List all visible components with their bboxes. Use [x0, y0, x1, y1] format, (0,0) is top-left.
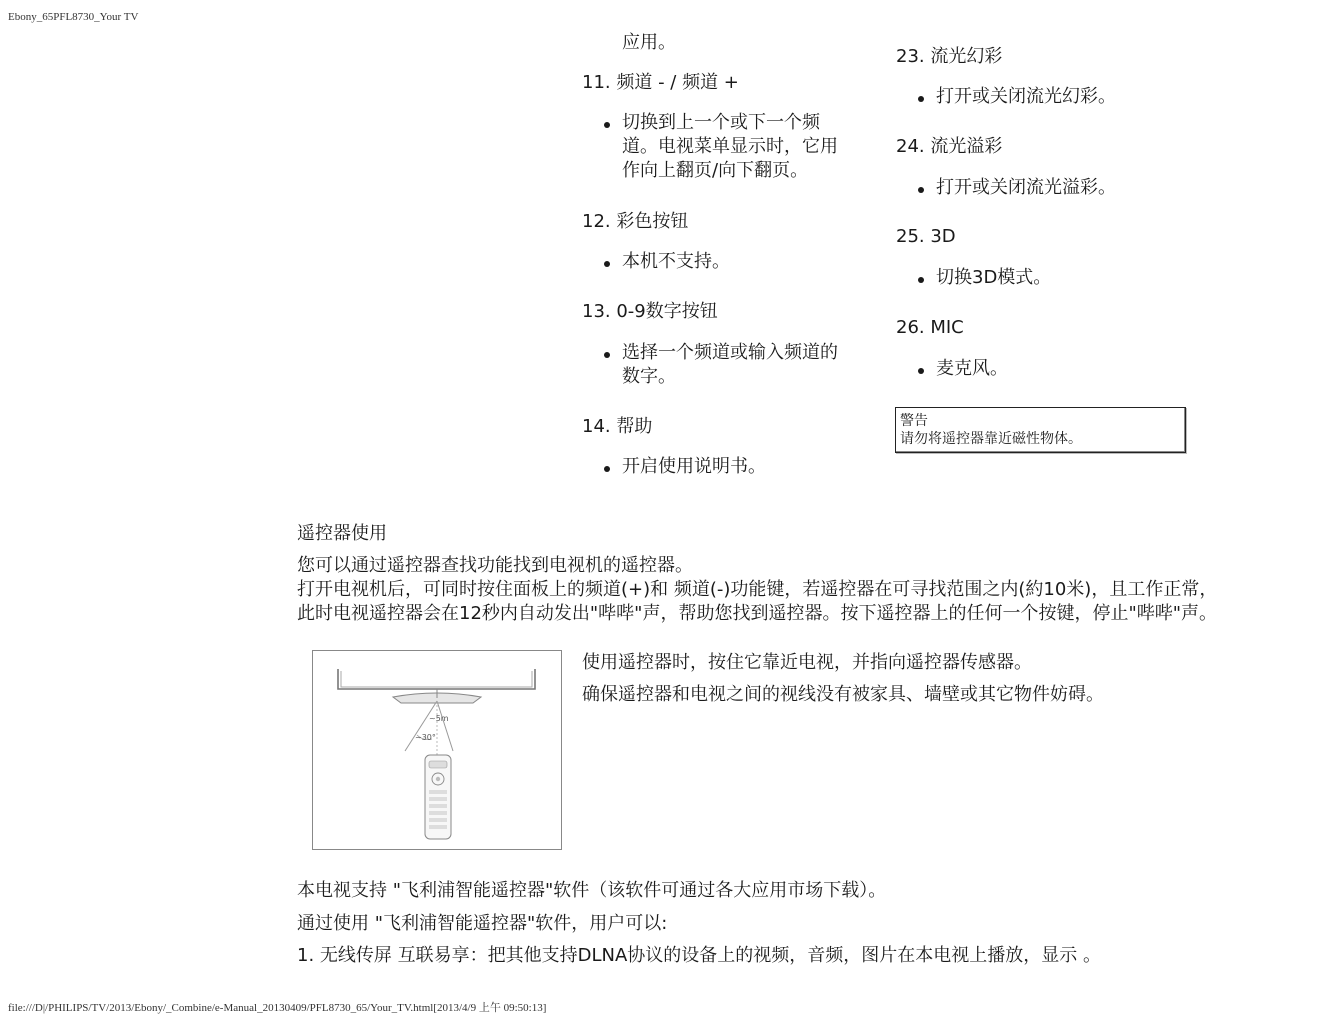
item-26-text-line: 麦克风。 — [936, 358, 1008, 379]
item-24-heading: 24. 流光溢彩 — [896, 136, 1003, 157]
tv-remote-illustration-icon — [313, 651, 561, 849]
bullet-dot — [604, 352, 610, 358]
distance-label: ~5m — [429, 714, 449, 723]
bullet-dot — [918, 368, 924, 374]
section-title: 遥控器使用 — [297, 523, 387, 544]
item-26-heading: 26. MIC — [896, 317, 964, 338]
item-11-text-line: 作向上翻页/向下翻页。 — [622, 160, 809, 181]
item-13-text-line: 数字。 — [622, 366, 676, 387]
smart-remote-line: 通过使用 "飞利浦智能遥控器"软件，用户可以: — [297, 913, 668, 934]
item-11-text-line: 切换到上一个或下一个频 — [622, 112, 820, 133]
instruction-line: 确保遥控器和电视之间的视线没有被家具、墙壁或其它物件妨碍。 — [582, 684, 1104, 705]
paragraph-line: 打开电视机后，可同时按住面板上的频道(+)和 频道(-)功能键，若遥控器在可寻找范围之内(約10米)，且工作正常， — [297, 579, 1218, 600]
paragraph-line: 此时电视遥控器会在12秒内自动发出"哔哔"声，帮助您找到遥控器。按下遥控器上的任何一个按键，停止"哔哔"声。 — [297, 603, 1218, 624]
paragraph-line: 您可以通过遥控器查找功能找到电视机的遥控器。 — [297, 555, 693, 576]
bullet-dot — [604, 261, 610, 267]
item-14-text-line: 开启使用说明书。 — [622, 456, 766, 477]
item-13-text-line: 选择一个频道或输入频道的 — [622, 342, 838, 363]
angle-label: ~30° — [415, 733, 436, 742]
warning-box — [895, 407, 1186, 453]
item-11-text-line: 道。电视菜单显示时，它用 — [622, 136, 838, 157]
continuation-text: 应用。 — [622, 32, 676, 53]
warning-title: 警告 — [900, 413, 928, 429]
bullet-dot — [918, 96, 924, 102]
item-13-heading: 13. 0-9数字按钮 — [582, 301, 718, 322]
item-23-heading: 23. 流光幻彩 — [896, 46, 1003, 67]
item-23-text-line: 打开或关闭流光幻彩。 — [936, 86, 1116, 107]
bullet-dot — [604, 122, 610, 128]
bullet-dot — [918, 187, 924, 193]
bullet-dot — [604, 466, 610, 472]
item-24-text-line: 打开或关闭流光溢彩。 — [936, 177, 1116, 198]
item-14-heading: 14. 帮助 — [582, 416, 653, 437]
item-11-heading: 11. 频道 - / 频道 + — [582, 72, 739, 93]
document-header-title: Ebony_65PFL8730_Your TV — [8, 11, 139, 23]
smart-remote-line: 本电视支持 "飞利浦智能遥控器"软件（该软件可通过各大应用市场下载）。 — [297, 880, 887, 901]
remote-usage-illustration — [312, 650, 562, 850]
warning-text: 请勿将遥控器靠近磁性物体。 — [900, 431, 1082, 447]
item-12-heading: 12. 彩色按钮 — [582, 211, 689, 232]
smart-remote-line: 1. 无线传屏 互联易享：把其他支持DLNA协议的设备上的视频，音频，图片在本电视上播放，显示 。 — [297, 945, 1102, 966]
item-25-text-line: 切换3D模式。 — [936, 267, 1052, 288]
bullet-dot — [918, 277, 924, 283]
instruction-line: 使用遥控器时，按住它靠近电视，并指向遥控器传感器。 — [582, 652, 1032, 673]
item-12-text-line: 本机不支持。 — [622, 251, 730, 272]
item-25-heading: 25. 3D — [896, 226, 956, 247]
document-footer-path: file:///D|/PHILIPS/TV/2013/Ebony/_Combine/e-Manual_20130409/PFL8730_65/Your_TV.html[2013/4/9 上午 09:50:13] — [8, 1002, 547, 1014]
